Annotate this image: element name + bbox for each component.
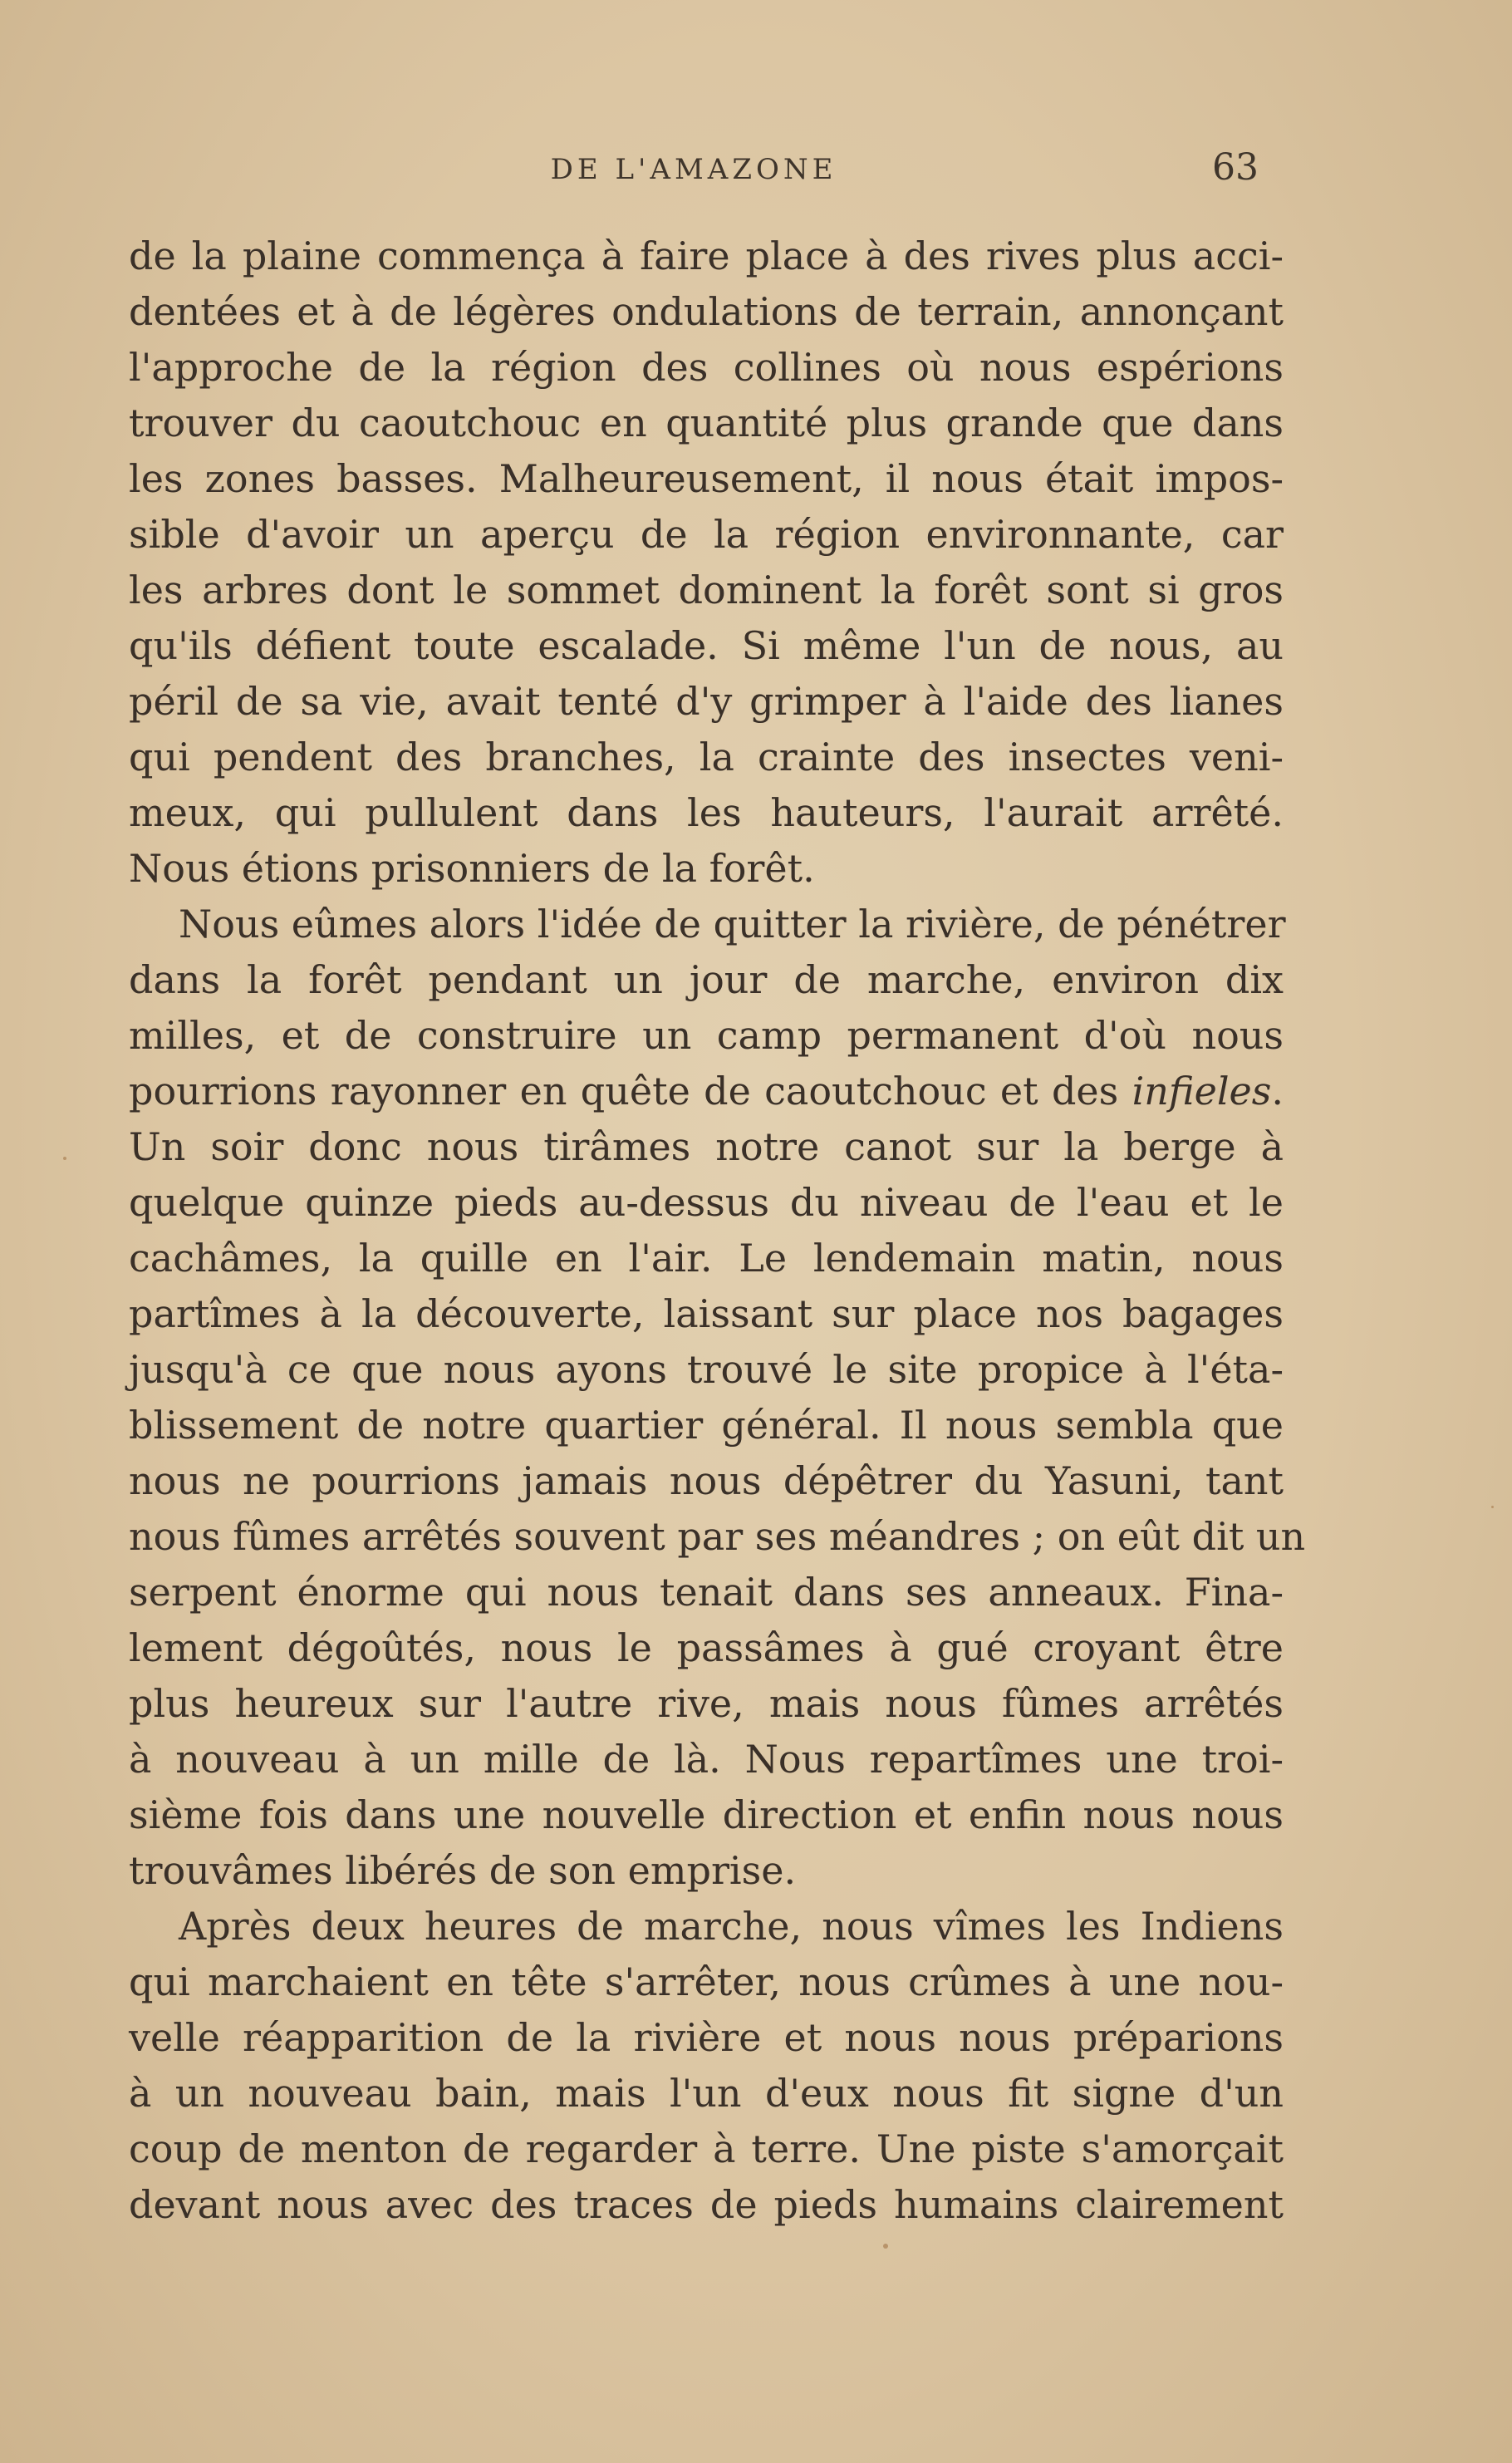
text-line: Nous étions prisonniers de la forêt. bbox=[129, 846, 815, 891]
text-line: l'approche de la région des collines où nous espérions bbox=[129, 345, 1284, 390]
paper-speck bbox=[63, 1157, 66, 1160]
text-line: de la plaine commença à faire place à des rives plus acci- bbox=[129, 234, 1284, 278]
text-line: péril de sa vie, avait tenté d'y grimper à l'aide des lianes bbox=[129, 679, 1284, 724]
body-text bbox=[129, 229, 1306, 2233]
text-line: sième fois dans une nouvelle direction et enfin nous nous bbox=[129, 1792, 1284, 1837]
text-line: Après deux heures de marche, nous vîmes les Indiens bbox=[179, 1904, 1284, 1949]
text-line: pourrions rayonner en quête de caoutchouc et des infieles. bbox=[129, 1069, 1284, 1114]
text-line: milles, et de construire un camp permanent d'où nous bbox=[129, 1013, 1284, 1058]
text-line: Nous eûmes alors l'idée de quitter la rivière, de pénétrer bbox=[179, 902, 1286, 946]
paragraph bbox=[129, 229, 1284, 897]
text-line: serpent énorme qui nous tenait dans ses anneaux. Fina- bbox=[129, 1570, 1284, 1615]
italic-word: infieles bbox=[1132, 1069, 1272, 1114]
text-line: blissement de notre quartier général. Il nous sembla que bbox=[129, 1403, 1284, 1448]
text-line: à nouveau à un mille de là. Nous repartîmes une troi- bbox=[129, 1737, 1284, 1782]
page-number: 63 bbox=[1212, 146, 1259, 189]
text-line: partîmes à la découverte, laissant sur place nos bagages bbox=[129, 1291, 1284, 1336]
paragraph bbox=[129, 1899, 1284, 2233]
text-line: devant nous avec des traces de pieds humains clairement bbox=[129, 2182, 1284, 2227]
text-line: les arbres dont le sommet dominent la forêt sont si gros bbox=[129, 568, 1284, 612]
text-line: plus heureux sur l'autre rive, mais nous fûmes arrêtés bbox=[129, 1681, 1284, 1726]
text-line: lement dégoûtés, nous le passâmes à gué croyant être bbox=[129, 1625, 1284, 1670]
text-line: quelque quinze pieds au-dessus du niveau de l'eau et le bbox=[129, 1180, 1284, 1225]
paper-speck bbox=[1491, 1506, 1494, 1508]
text-line: dans la forêt pendant un jour de marche, environ dix bbox=[129, 957, 1284, 1002]
text-line: meux, qui pullulent dans les hauteurs, l'aurait arrêté. bbox=[129, 790, 1284, 835]
paper-speck bbox=[883, 2244, 888, 2249]
running-head: DE L'AMAZONE bbox=[550, 153, 837, 186]
text-line: sible d'avoir un aperçu de la région environnante, car bbox=[129, 512, 1284, 557]
text-line: nous ne pourrions jamais nous dépêtrer du Yasuni, tant bbox=[129, 1458, 1284, 1503]
text-line: nous fûmes arrêtés souvent par ses méandres ; on eût dit un bbox=[129, 1514, 1306, 1559]
text-line: cachâmes, la quille en l'air. Le lendemain matin, nous bbox=[129, 1236, 1284, 1281]
text-line: Un soir donc nous tirâmes notre canot sur la berge à bbox=[129, 1124, 1284, 1169]
text-line: coup de menton de regarder à terre. Une piste s'amorçait bbox=[129, 2126, 1284, 2171]
text-line: velle réapparition de la rivière et nous nous préparions bbox=[129, 2015, 1284, 2060]
text-line: qui pendent des branches, la crainte des insectes veni- bbox=[129, 735, 1284, 779]
text-line: les zones basses. Malheureusement, il nous était impos- bbox=[129, 456, 1284, 501]
page-header bbox=[129, 146, 1259, 196]
text-line: trouver du caoutchouc en quantité plus grande que dans bbox=[129, 401, 1284, 445]
text-line: à un nouveau bain, mais l'un d'eux nous fit signe d'un bbox=[129, 2071, 1284, 2116]
text-line: trouvâmes libérés de son emprise. bbox=[129, 1848, 797, 1893]
text-line: jusqu'à ce que nous ayons trouvé le site propice à l'éta- bbox=[129, 1347, 1284, 1392]
paragraph bbox=[129, 897, 1306, 1899]
text-line: qui marchaient en tête s'arrêter, nous crûmes à une nou- bbox=[129, 1959, 1284, 2004]
text-line: qu'ils défient toute escalade. Si même l'un de nous, au bbox=[129, 623, 1284, 668]
text-line: dentées et à de légères ondulations de terrain, annonçant bbox=[129, 289, 1284, 334]
